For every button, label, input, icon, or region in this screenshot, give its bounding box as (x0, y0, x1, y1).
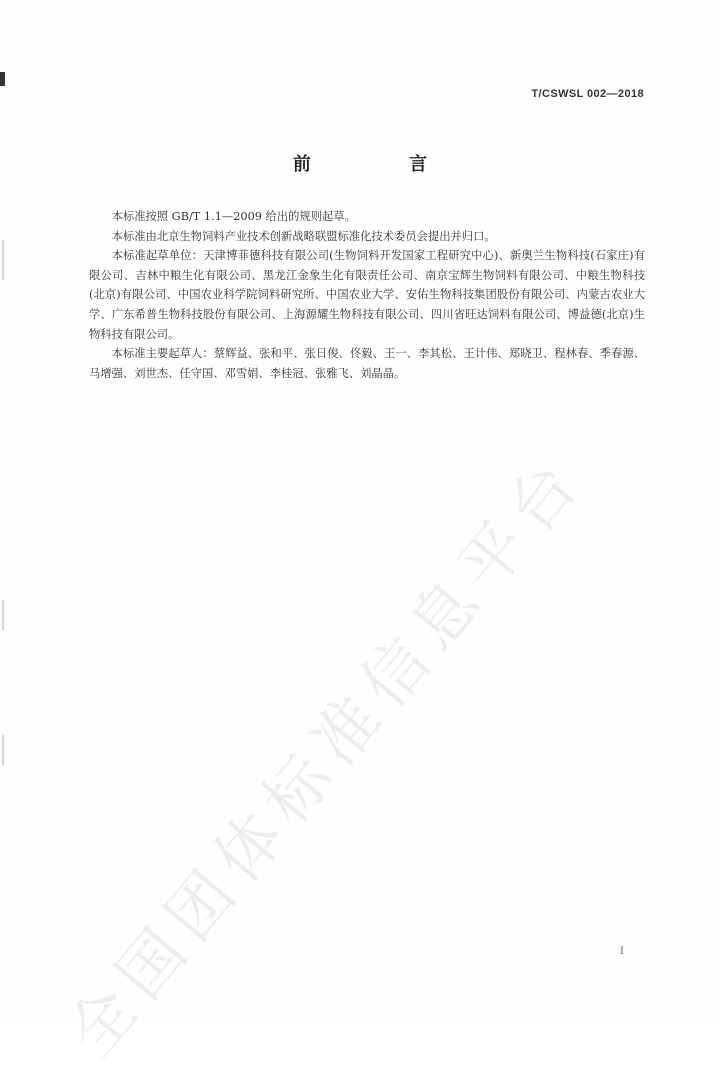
scan-artifact (2, 735, 4, 765)
page-title: 前 言 (292, 154, 474, 175)
page-number: I (620, 946, 624, 957)
paragraph-drafting-rules: 本标准按照 GB/T 1.1—2009 给出的规则起草。 (111, 210, 356, 223)
watermark: 全国团体标准信息平台 (54, 441, 600, 1072)
foreword-body (89, 207, 645, 383)
scan-artifact (2, 600, 4, 630)
paragraph-drafting-units: 本标准起草单位：天津博菲德科技有限公司(生物饲料开发国家工程研究中心)、新奥兰生物科技(石家庄)有限公司、吉林中粮生化有限公司、黑龙江金象生化有限责任公司、南京宝辉生物饲料有限公司、中粮生物科技(北京)有限公司、中国农业科学院饲料研究所、中国农业大学、安佑生物科技集团股份有限公司、内蒙古农业大学、广东希普生物科技股份有限公司、上海源耀生物科技有限公司、四川省旺达饲料有限公司、博益德(北京)生物科技有限公司。 (89, 249, 645, 341)
scan-artifact (2, 240, 4, 280)
paragraph-proposer: 本标准由北京生物饲料产业技术创新战略联盟标准化技术委员会提出并归口。 (111, 229, 496, 243)
paragraph-drafters: 本标准主要起草人：蔡辉益、张和平、张日俊、佟毅、王一、李其松、王计伟、郑晓卫、程林春、季春源、马增强、刘世杰、任守国、邓雪娟、李桂冠、张雅飞、刘晶晶。 (89, 347, 645, 380)
binding-edge-mark (0, 72, 5, 86)
standard-code: T/CSWSL 002—2018 (531, 88, 644, 100)
